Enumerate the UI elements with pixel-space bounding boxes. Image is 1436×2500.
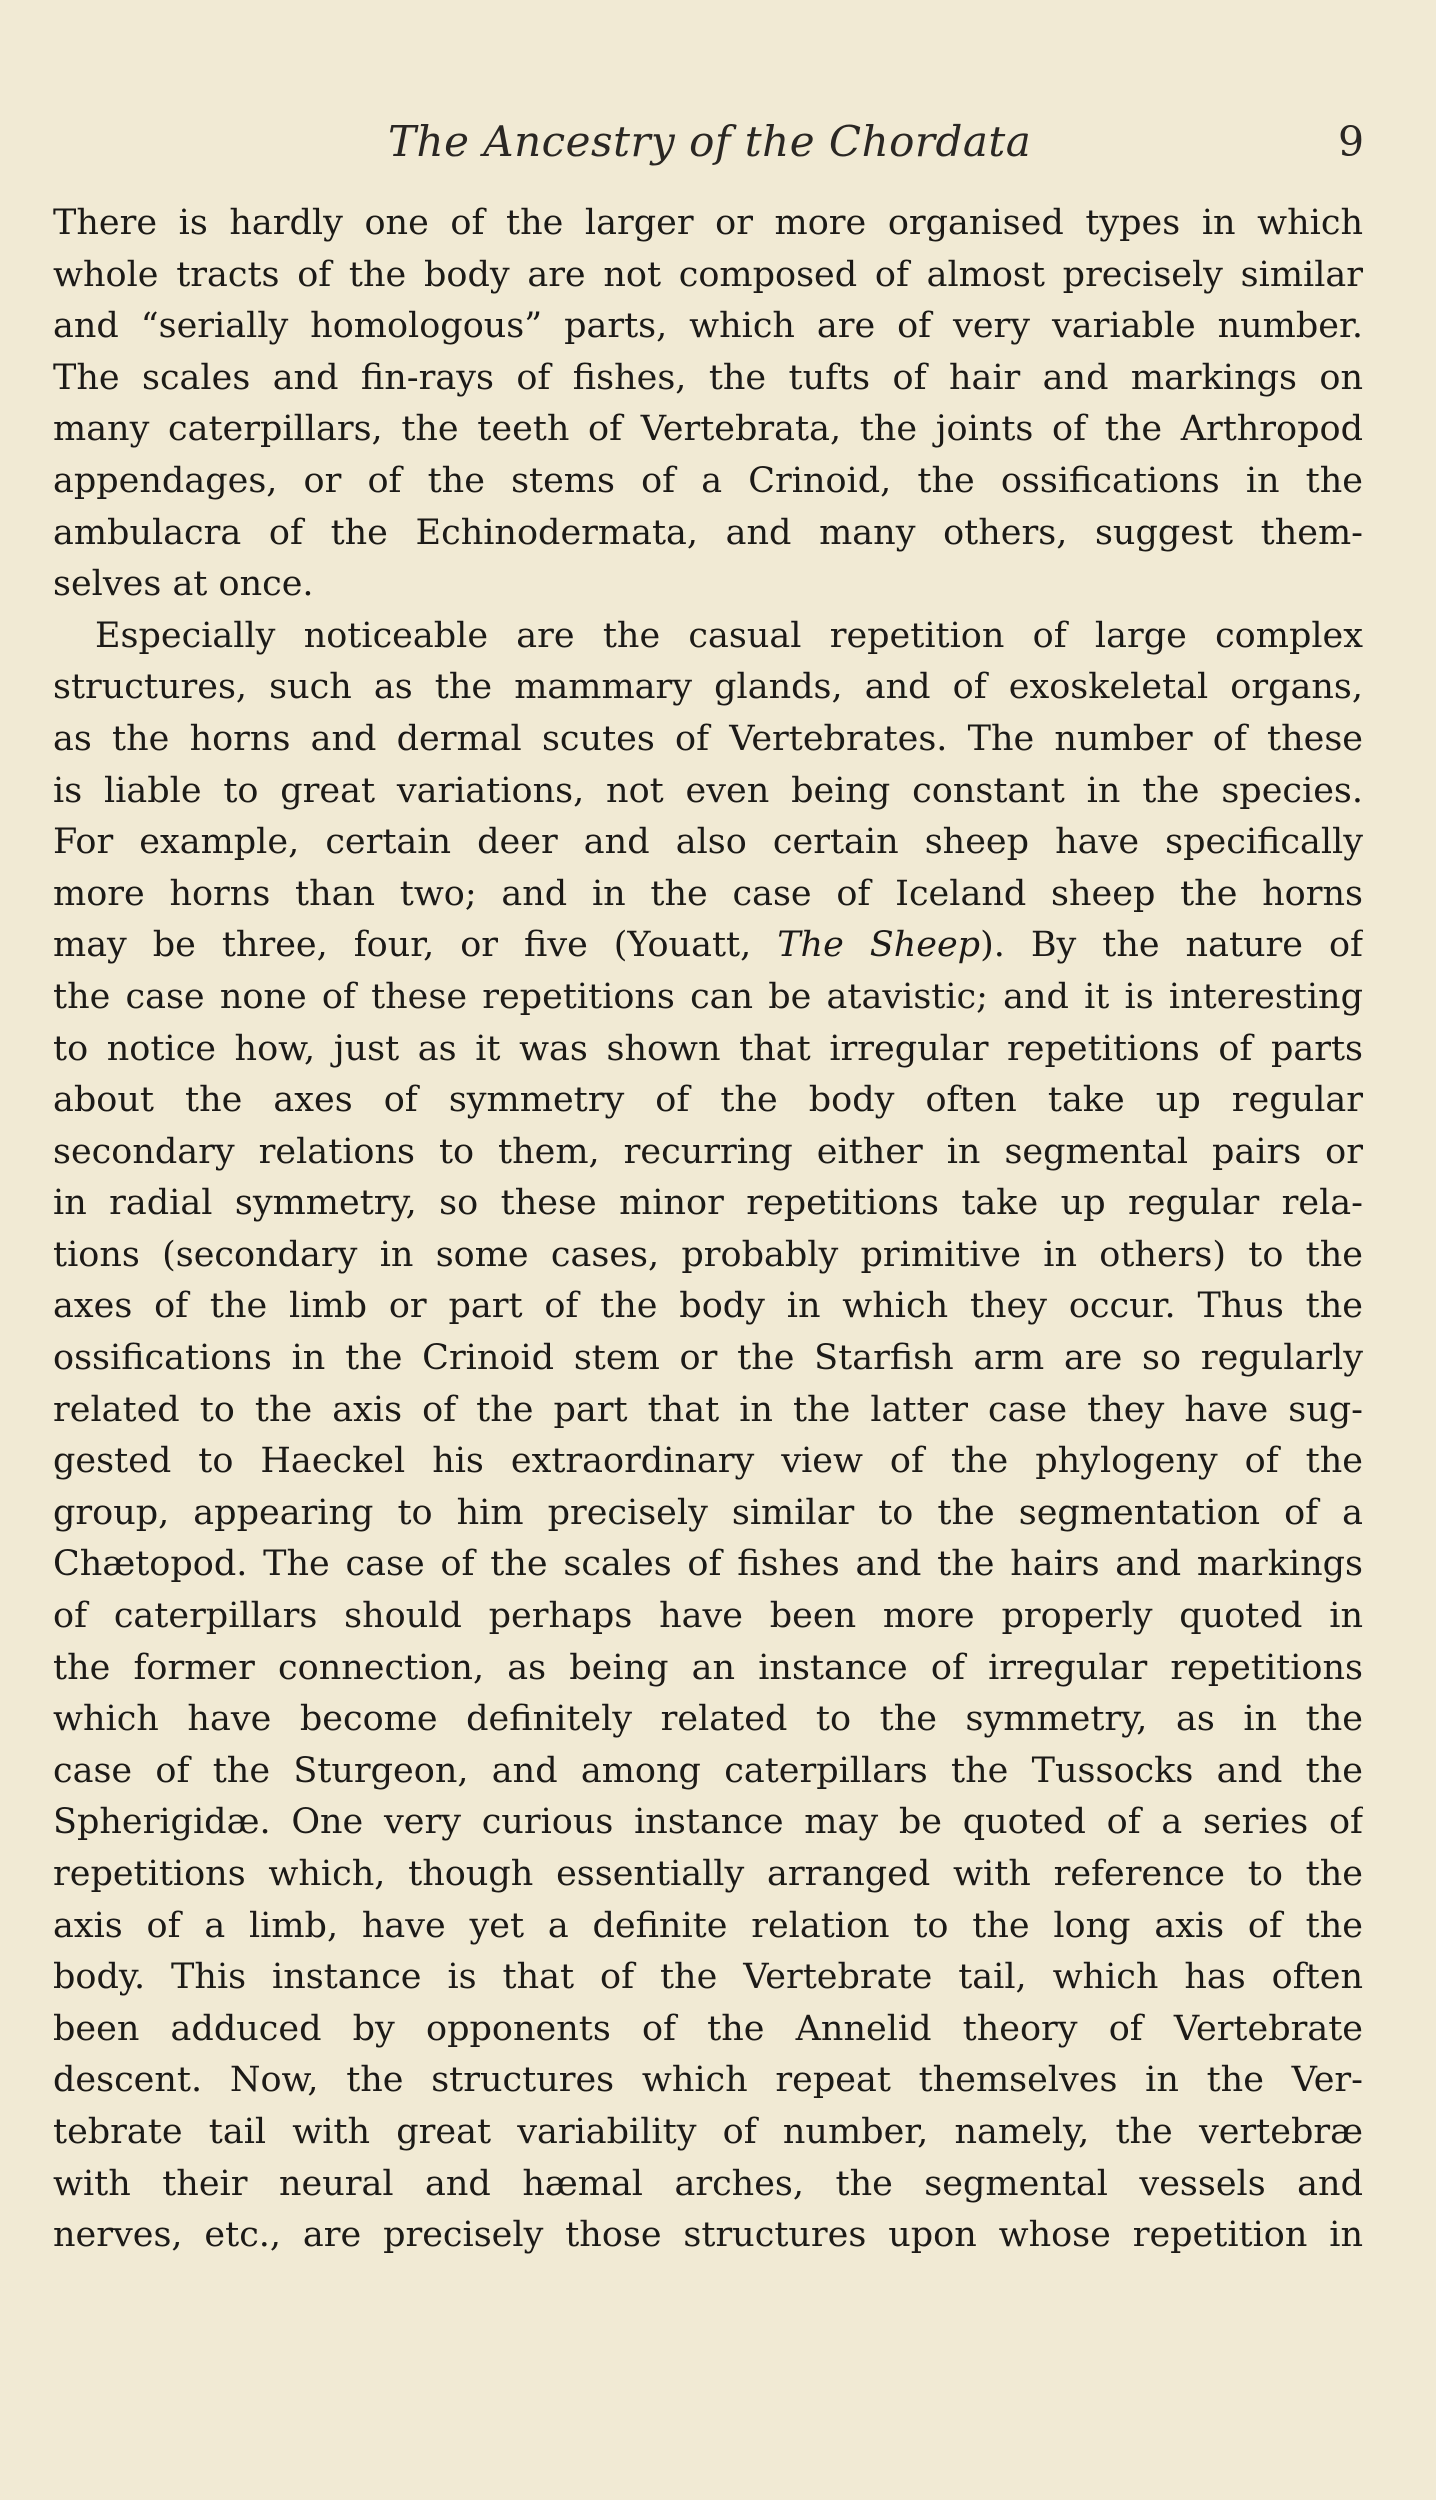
text-line: Chætopod. The case of the scales of fishes and the hairs and markings [53, 1544, 1363, 1585]
text-line: body. This instance is that of the Vertebrate tail, which has often [53, 1957, 1363, 1998]
text-line: been adduced by opponents of the Annelid theory of Vertebrate [53, 2008, 1363, 2049]
text-line: There is hardly one of the larger or more organised types in which [53, 203, 1363, 243]
text-line: structures, such as the mammary glands, and of exoskeletal organs, [53, 667, 1363, 708]
text-line: repetitions which, though essentially arranged with reference to the [53, 1854, 1363, 1894]
page-number: 9 [1338, 118, 1365, 166]
text-line: group, appearing to him precisely similar to the segmentation of a [53, 1492, 1363, 1533]
text-line: about the axes of symmetry of the body often take up regular [53, 1080, 1363, 1121]
text-line: For example, certain deer and also certain sheep have specifically [53, 822, 1363, 863]
text-line: of caterpillars should perhaps have been more properly quoted in [53, 1596, 1363, 1637]
text-line: ambulacra of the Echinodermata, and many others, suggest them- [53, 512, 1363, 553]
text-line: related to the axis of the part that in the latter case they have sug- [53, 1389, 1363, 1430]
text-line: gested to Haeckel his extraordinary view of the phylogeny of the [53, 1441, 1363, 1482]
text-line: selves at once. [53, 564, 314, 605]
text-line: axis of a limb, have yet a definite relation to the long axis of the [53, 1905, 1363, 1946]
text-fragment: may be three, four, or five (Youatt, [53, 925, 778, 966]
text-line: tebrate tail with great variability of number, namely, the vertebræ [53, 2111, 1363, 2152]
text-line: appendages, or of the stems of a Crinoid, the ossifications in the [53, 460, 1363, 501]
paragraph-2 [53, 611, 1363, 2262]
text-line: Especially noticeable are the casual repetition of large complex [95, 615, 1363, 656]
text-line: The scales and fin-rays of fishes, the tufts of hair and markings on [53, 357, 1363, 398]
text-line: with their neural and hæmal arches, the segmental vessels and [53, 2163, 1363, 2204]
body-text [53, 198, 1363, 2262]
text-line: to notice how, just as it was shown that irregular repetitions of parts [53, 1028, 1363, 1069]
text-line: nerves, etc., are precisely those structures upon whose repetition in [53, 2215, 1363, 2256]
text-line: axes of the limb or part of the body in which they occur. Thus the [53, 1286, 1363, 1327]
text-line: the case none of these repetitions can be atavistic; and it is interesting [53, 976, 1363, 1017]
text-line: which have become definitely related to the symmetry, as in the [53, 1699, 1363, 1740]
text-fragment: ). By the nature of [980, 925, 1363, 966]
text-line: tions (secondary in some cases, probably primitive in others) to the [53, 1234, 1363, 1275]
text-line-with-italic-title [53, 920, 1363, 972]
paragraph-1 [53, 198, 1363, 611]
text-line: ossifications in the Crinoid stem or the Starfish arm are so regularly [53, 1338, 1363, 1379]
text-line: and “serially homologous” parts, which are of very variable number. [53, 306, 1363, 347]
text-line: in radial symmetry, so these minor repetitions take up regular rela- [53, 1183, 1363, 1224]
running-title: The Ancestry of the Chordata [388, 117, 1032, 166]
text-line: secondary relations to them, recurring either in segmental pairs or [53, 1131, 1363, 1172]
text-line: case of the Sturgeon, and among caterpillars the Tussocks and the [53, 1750, 1363, 1791]
text-line: many caterpillars, the teeth of Vertebrata, the joints of the Arthropod [53, 409, 1363, 450]
text-line: whole tracts of the body are not composed of almost precisely similar [53, 254, 1363, 295]
text-line: descent. Now, the structures which repeat themselves in the Ver- [53, 2060, 1363, 2101]
text-line: more horns than two; and in the case of Iceland sheep the horns [53, 873, 1363, 914]
text-line: as the horns and dermal scutes of Vertebrates. The number of these [53, 718, 1363, 759]
running-head [0, 112, 1436, 172]
text-line: the former connection, as being an instance of irregular repetitions [53, 1647, 1363, 1688]
text-line: Spherigidæ. One very curious instance may be quoted of a series of [53, 1802, 1363, 1843]
text-line: is liable to great variations, not even being constant in the species. [53, 770, 1363, 811]
book-title: The Sheep [777, 925, 981, 966]
